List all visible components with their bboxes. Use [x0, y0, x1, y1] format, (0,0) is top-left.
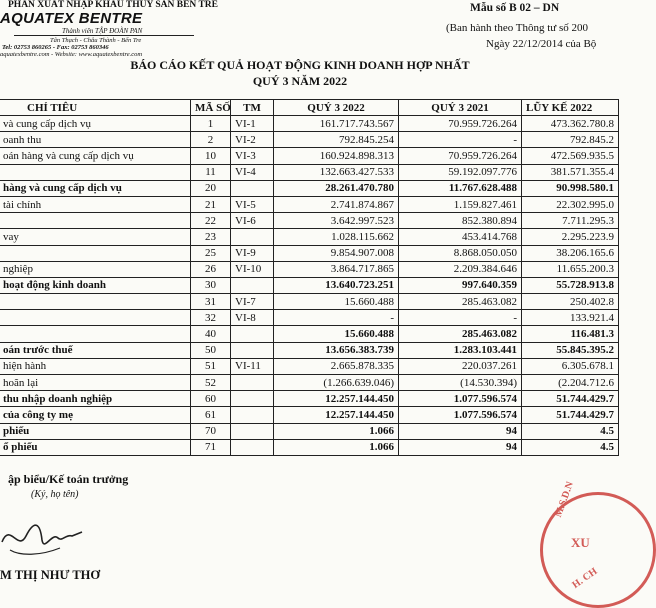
table-row [0, 342, 619, 358]
row-indicator [0, 213, 191, 229]
header-q3-2022: QUÝ 3 2022 [274, 100, 399, 116]
row-code: 20 [191, 180, 231, 196]
table-row [0, 294, 619, 310]
row-indicator [0, 164, 191, 180]
row-indicator: oán hàng và cung cấp dịch vụ [0, 148, 191, 164]
header-divider [14, 35, 194, 36]
row-ytd-2022: 133.921.4 [522, 310, 619, 326]
table-row [0, 277, 619, 293]
row-code: 60 [191, 391, 231, 407]
row-note [231, 277, 274, 293]
row-note [231, 229, 274, 245]
row-indicator: tài chính [0, 196, 191, 212]
row-ytd-2022: 55.728.913.8 [522, 277, 619, 293]
row-q3-2022: 12.257.144.450 [274, 407, 399, 423]
issued-line-1: (Ban hành theo Thông tư số 200 [446, 22, 589, 34]
table-row [0, 439, 619, 455]
row-q3-2022: 3.642.997.523 [274, 213, 399, 229]
row-indicator: hiện hành [0, 358, 191, 374]
row-indicator [0, 245, 191, 261]
row-q3-2022: 2.665.878.335 [274, 358, 399, 374]
row-code: 11 [191, 164, 231, 180]
row-indicator: oanh thu [0, 132, 191, 148]
row-q3-2021: 11.767.628.488 [399, 180, 522, 196]
row-note: VI-7 [231, 294, 274, 310]
row-note [231, 375, 274, 391]
row-q3-2021: 59.192.097.776 [399, 164, 522, 180]
row-ytd-2022: 116.481.3 [522, 326, 619, 342]
table-row [0, 229, 619, 245]
row-note [231, 180, 274, 196]
row-q3-2022: (1.266.639.046) [274, 375, 399, 391]
row-q3-2022: 15.660.488 [274, 326, 399, 342]
row-q3-2022: 1.066 [274, 423, 399, 439]
row-note [231, 423, 274, 439]
sign-note: (Ký, họ tên) [31, 489, 79, 500]
row-ytd-2022: 250.402.8 [522, 294, 619, 310]
row-ytd-2022: 473.362.780.8 [522, 116, 619, 132]
row-note: VI-2 [231, 132, 274, 148]
row-q3-2021: 997.640.359 [399, 277, 522, 293]
row-q3-2021: 94 [399, 423, 522, 439]
row-indicator: hoãn lại [0, 375, 191, 391]
row-code: 31 [191, 294, 231, 310]
seal-text-1: M.S.D.N [553, 480, 576, 519]
row-q3-2021: (14.530.394) [399, 375, 522, 391]
row-q3-2021: 70.959.726.264 [399, 148, 522, 164]
row-code: 22 [191, 213, 231, 229]
row-q3-2021: 1.159.827.461 [399, 196, 522, 212]
header-ytd-2022: LŨY KẾ 2022 [522, 100, 619, 116]
row-ytd-2022: 38.206.165.6 [522, 245, 619, 261]
header-q3-2021: QUÝ 3 2021 [399, 100, 522, 116]
header-code: MÃ SỐ [191, 100, 231, 116]
row-indicator: hoạt động kinh doanh [0, 277, 191, 293]
row-ytd-2022: 2.295.223.9 [522, 229, 619, 245]
row-q3-2022: - [274, 310, 399, 326]
row-q3-2022: 3.864.717.865 [274, 261, 399, 277]
row-q3-2021: - [399, 310, 522, 326]
row-indicator: vay [0, 229, 191, 245]
row-code: 25 [191, 245, 231, 261]
row-indicator: thu nhập doanh nghiệp [0, 391, 191, 407]
table-row [0, 423, 619, 439]
row-q3-2022: 13.656.383.739 [274, 342, 399, 358]
table-row [0, 180, 619, 196]
row-code: 51 [191, 358, 231, 374]
seal-text-3: H. CH [570, 566, 600, 591]
row-q3-2021: - [399, 132, 522, 148]
row-note [231, 439, 274, 455]
table-row [0, 358, 619, 374]
company-email-web: aquatexbentre.com - Website: www.aquatexbentre.com [0, 51, 143, 58]
row-ytd-2022: 6.305.678.1 [522, 358, 619, 374]
row-note [231, 407, 274, 423]
row-code: 71 [191, 439, 231, 455]
row-code: 1 [191, 116, 231, 132]
report-title: BÁO CÁO KẾT QUẢ HOẠT ĐỘNG KINH DOANH HỢP NHẤT [130, 58, 470, 72]
row-note [231, 391, 274, 407]
header-note: TM [231, 100, 274, 116]
form-code: Mẫu số B 02 – DN [470, 2, 560, 14]
row-note [231, 326, 274, 342]
row-note: VI-9 [231, 245, 274, 261]
table-row [0, 375, 619, 391]
row-q3-2022: 792.845.254 [274, 132, 399, 148]
row-ytd-2022: 381.571.355.4 [522, 164, 619, 180]
row-code: 50 [191, 342, 231, 358]
row-ytd-2022: 792.845.2 [522, 132, 619, 148]
row-q3-2021: 453.414.768 [399, 229, 522, 245]
row-indicator: phiếu [0, 423, 191, 439]
row-q3-2022: 13.640.723.251 [274, 277, 399, 293]
table-row [0, 310, 619, 326]
row-q3-2022: 2.741.874.867 [274, 196, 399, 212]
row-q3-2022: 160.924.898.313 [274, 148, 399, 164]
row-indicator: hàng và cung cấp dịch vụ [0, 180, 191, 196]
row-q3-2022: 12.257.144.450 [274, 391, 399, 407]
issued-line-2: Ngày 22/12/2014 của Bộ [486, 38, 597, 50]
row-q3-2022: 28.261.470.780 [274, 180, 399, 196]
row-indicator: ổ phiếu [0, 439, 191, 455]
table-row [0, 245, 619, 261]
row-code: 26 [191, 261, 231, 277]
row-code: 10 [191, 148, 231, 164]
row-ytd-2022: 51.744.429.7 [522, 407, 619, 423]
row-q3-2021: 70.959.726.264 [399, 116, 522, 132]
table-row [0, 196, 619, 212]
row-note: VI-8 [231, 310, 274, 326]
row-q3-2022: 1.066 [274, 439, 399, 455]
row-code: 52 [191, 375, 231, 391]
table-row [0, 116, 619, 132]
row-code: 23 [191, 229, 231, 245]
row-indicator: và cung cấp dịch vụ [0, 116, 191, 132]
row-ytd-2022: 7.711.295.3 [522, 213, 619, 229]
table-row [0, 407, 619, 423]
row-indicator [0, 310, 191, 326]
row-q3-2021: 1.077.596.574 [399, 391, 522, 407]
row-code: 61 [191, 407, 231, 423]
company-name: PHẦN XUẤT NHẬP KHẨU THỦY SẢN BẾN TRE [8, 0, 218, 10]
signer-name: M THỊ NHƯ THƠ [0, 568, 101, 582]
table-row [0, 164, 619, 180]
row-note: VI-11 [231, 358, 274, 374]
row-ytd-2022: 11.655.200.3 [522, 261, 619, 277]
row-ytd-2022: 90.998.580.1 [522, 180, 619, 196]
row-q3-2021: 94 [399, 439, 522, 455]
row-ytd-2022: (2.204.712.6 [522, 375, 619, 391]
row-q3-2021: 220.037.261 [399, 358, 522, 374]
row-q3-2022: 132.663.427.533 [274, 164, 399, 180]
table-row [0, 391, 619, 407]
row-q3-2022: 1.028.115.662 [274, 229, 399, 245]
company-tagline: Thành viên TẬP ĐOÀN PAN [62, 27, 143, 35]
header-indicator: CHỈ TIÊU [0, 100, 191, 116]
row-q3-2021: 2.209.384.646 [399, 261, 522, 277]
table-row [0, 213, 619, 229]
row-indicator: nghiệp [0, 261, 191, 277]
row-code: 70 [191, 423, 231, 439]
row-note: VI-6 [231, 213, 274, 229]
row-q3-2022: 161.717.743.567 [274, 116, 399, 132]
row-q3-2021: 8.868.050.050 [399, 245, 522, 261]
table-row [0, 261, 619, 277]
table-row [0, 326, 619, 342]
row-q3-2021: 1.077.596.574 [399, 407, 522, 423]
row-note: VI-3 [231, 148, 274, 164]
row-code: 21 [191, 196, 231, 212]
report-period: QUÝ 3 NĂM 2022 [252, 74, 348, 88]
handwritten-signature [0, 512, 90, 562]
row-indicator: oán trước thuế [0, 342, 191, 358]
row-q3-2021: 285.463.082 [399, 326, 522, 342]
row-indicator: của công ty mẹ [0, 407, 191, 423]
row-note: VI-5 [231, 196, 274, 212]
row-ytd-2022: 472.569.935.5 [522, 148, 619, 164]
row-note [231, 342, 274, 358]
row-indicator [0, 294, 191, 310]
row-ytd-2022: 22.302.995.0 [522, 196, 619, 212]
seal-text-2: XU [571, 535, 590, 550]
company-phone-fax: Tel: 02753 860265 - Fax: 02753 860346 [2, 44, 109, 51]
income-statement-table [0, 99, 619, 456]
row-q3-2022: 15.660.488 [274, 294, 399, 310]
preparer-title: ập biểu/Kế toán trưởng [8, 472, 129, 486]
table-header-row [0, 100, 619, 116]
row-indicator [0, 326, 191, 342]
row-q3-2021: 852.380.894 [399, 213, 522, 229]
row-code: 2 [191, 132, 231, 148]
company-seal [540, 480, 656, 608]
row-code: 30 [191, 277, 231, 293]
row-q3-2021: 1.283.103.441 [399, 342, 522, 358]
row-code: 32 [191, 310, 231, 326]
table-row [0, 132, 619, 148]
row-note: VI-4 [231, 164, 274, 180]
row-ytd-2022: 4.5 [522, 423, 619, 439]
row-ytd-2022: 51.744.429.7 [522, 391, 619, 407]
company-logo: AQUATEX BENTRE [0, 10, 143, 27]
row-note: VI-1 [231, 116, 274, 132]
row-q3-2022: 9.854.907.008 [274, 245, 399, 261]
table-row [0, 148, 619, 164]
row-note: VI-10 [231, 261, 274, 277]
row-ytd-2022: 4.5 [522, 439, 619, 455]
row-ytd-2022: 55.845.395.2 [522, 342, 619, 358]
row-q3-2021: 285.463.082 [399, 294, 522, 310]
row-code: 40 [191, 326, 231, 342]
company-address: Tân Thạch - Châu Thành - Bến Tre [50, 37, 142, 44]
